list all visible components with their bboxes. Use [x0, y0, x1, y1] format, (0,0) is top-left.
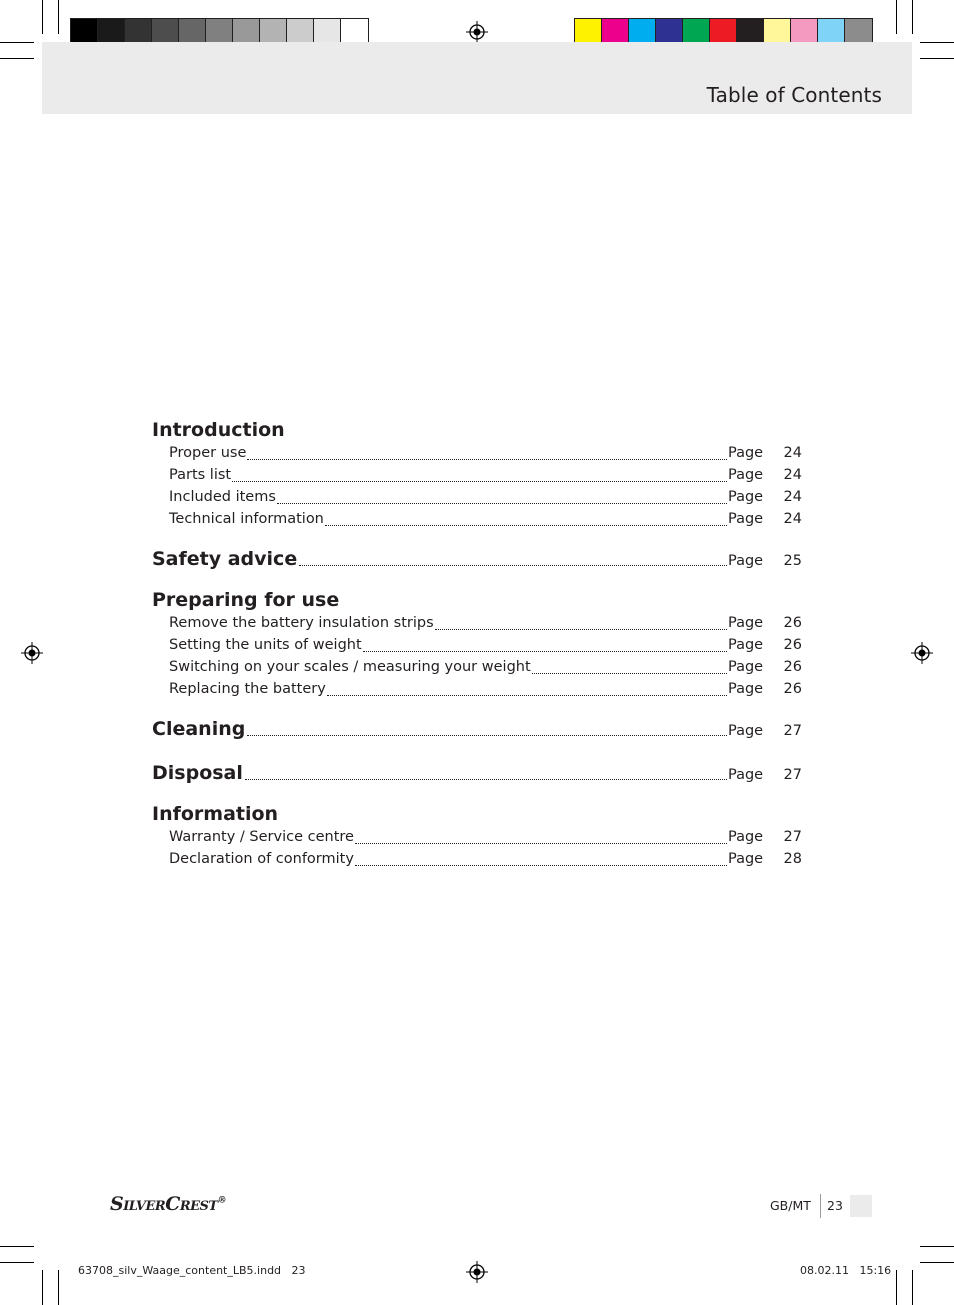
crop-mark: [896, 0, 897, 34]
page-word: Page: [728, 489, 764, 505]
crop-mark: [896, 1270, 897, 1305]
registration-mark-icon: [911, 642, 933, 664]
crop-mark: [58, 1270, 59, 1305]
toc-section-cleaning[interactable]: [152, 714, 802, 744]
registration-mark-icon: [466, 1261, 488, 1283]
registration-mark-icon: [21, 642, 43, 664]
page-word: Page: [728, 723, 764, 739]
page-number: 27: [783, 767, 802, 783]
entry-label: Parts list: [169, 467, 232, 483]
crop-mark: [0, 1246, 34, 1247]
section-title: Cleaning: [152, 718, 246, 740]
leader-dots: [247, 734, 727, 736]
toc-entry[interactable]: [152, 508, 802, 530]
toc-entry[interactable]: [152, 442, 802, 464]
toc-section-disposal[interactable]: [152, 758, 802, 788]
toc-entry[interactable]: [152, 826, 802, 848]
leader-dots: [355, 864, 727, 866]
leader-dots: [277, 502, 727, 504]
page-number: 26: [783, 615, 802, 631]
crop-mark: [0, 1262, 34, 1263]
crop-mark: [58, 0, 59, 34]
page-number: 24: [783, 445, 802, 461]
registration-mark-icon: [466, 21, 488, 43]
page-word: Page: [728, 659, 764, 675]
page-number: 26: [783, 681, 802, 697]
page-word: Page: [728, 637, 764, 653]
entry-label: Switching on your scales / measuring your weight: [169, 659, 531, 675]
brand-name: SilverCrest: [110, 1193, 218, 1215]
page-number: 27: [783, 723, 802, 739]
crop-mark: [920, 42, 954, 43]
leader-dots: [435, 628, 727, 630]
page-number: 26: [783, 637, 802, 653]
toc-entry[interactable]: [152, 848, 802, 870]
entry-label: Proper use: [169, 445, 247, 461]
language-code: GB/MT: [770, 1198, 811, 1213]
registered-mark: ®: [217, 1195, 227, 1206]
entry-label: Technical information: [169, 511, 324, 527]
page-number: 27: [783, 829, 802, 845]
section-title[interactable]: Information: [152, 803, 279, 825]
slug-date: 08.02.11 15:16: [800, 1264, 892, 1277]
toc-section-safety[interactable]: [152, 544, 802, 574]
page-number: 24: [783, 511, 802, 527]
crop-mark: [0, 42, 34, 43]
entry-label: Setting the units of weight: [169, 637, 362, 653]
toc-section-preparing: [152, 588, 802, 700]
crop-mark: [912, 0, 913, 34]
section-title[interactable]: Introduction: [152, 419, 285, 441]
toc-entry[interactable]: [152, 612, 802, 634]
section-title[interactable]: Preparing for use: [152, 589, 340, 611]
page-number: 24: [783, 489, 802, 505]
leader-dots: [363, 650, 727, 652]
crop-mark: [0, 58, 34, 59]
crop-mark: [920, 58, 954, 59]
leader-dots: [532, 672, 727, 674]
toc-entry[interactable]: [152, 634, 802, 656]
leader-dots: [299, 564, 727, 566]
entry-label: Included items: [169, 489, 276, 505]
leader-dots: [327, 694, 727, 696]
crop-mark: [912, 1270, 913, 1305]
toc-entry[interactable]: [152, 464, 802, 486]
page-word: Page: [728, 851, 764, 867]
entry-label: Warranty / Service centre: [169, 829, 354, 845]
leader-dots: [245, 778, 727, 780]
page-number: 24: [783, 467, 802, 483]
page-word: Page: [728, 829, 764, 845]
toc-entry[interactable]: [152, 486, 802, 508]
page-word: Page: [728, 467, 764, 483]
page-number: 28: [783, 851, 802, 867]
crop-mark: [42, 0, 43, 34]
crop-mark: [42, 1270, 43, 1305]
toc-entry[interactable]: [152, 678, 802, 700]
table-of-contents: [152, 418, 802, 870]
crop-mark: [920, 1246, 954, 1247]
slug-filename: 63708_silv_Waage_content_LB5.indd 23: [78, 1264, 306, 1277]
leader-dots: [325, 524, 727, 526]
page-title: Table of Contents: [706, 83, 882, 107]
leader-dots: [355, 842, 727, 844]
page-word: Page: [728, 445, 764, 461]
entry-label: Declaration of conformity: [169, 851, 354, 867]
page-word: Page: [728, 511, 764, 527]
page-number: 23: [827, 1198, 843, 1213]
entry-label: Remove the battery insulation strips: [169, 615, 434, 631]
section-title: Disposal: [152, 762, 243, 784]
brand-logo: [110, 1193, 226, 1215]
toc-section-introduction: [152, 418, 802, 530]
page-word: Page: [728, 553, 764, 569]
page-number: 25: [783, 553, 802, 569]
toc-section-information: [152, 802, 802, 870]
section-title: Safety advice: [152, 548, 298, 570]
leader-dots: [247, 458, 727, 460]
leader-dots: [232, 480, 727, 482]
page-number: 26: [783, 659, 802, 675]
toc-entry[interactable]: [152, 656, 802, 678]
footer-tab: [850, 1195, 872, 1217]
page-word: Page: [728, 767, 764, 783]
page-word: Page: [728, 615, 764, 631]
entry-label: Replacing the battery: [169, 681, 326, 697]
crop-mark: [920, 1262, 954, 1263]
footer-divider: [820, 1194, 821, 1218]
page-word: Page: [728, 681, 764, 697]
